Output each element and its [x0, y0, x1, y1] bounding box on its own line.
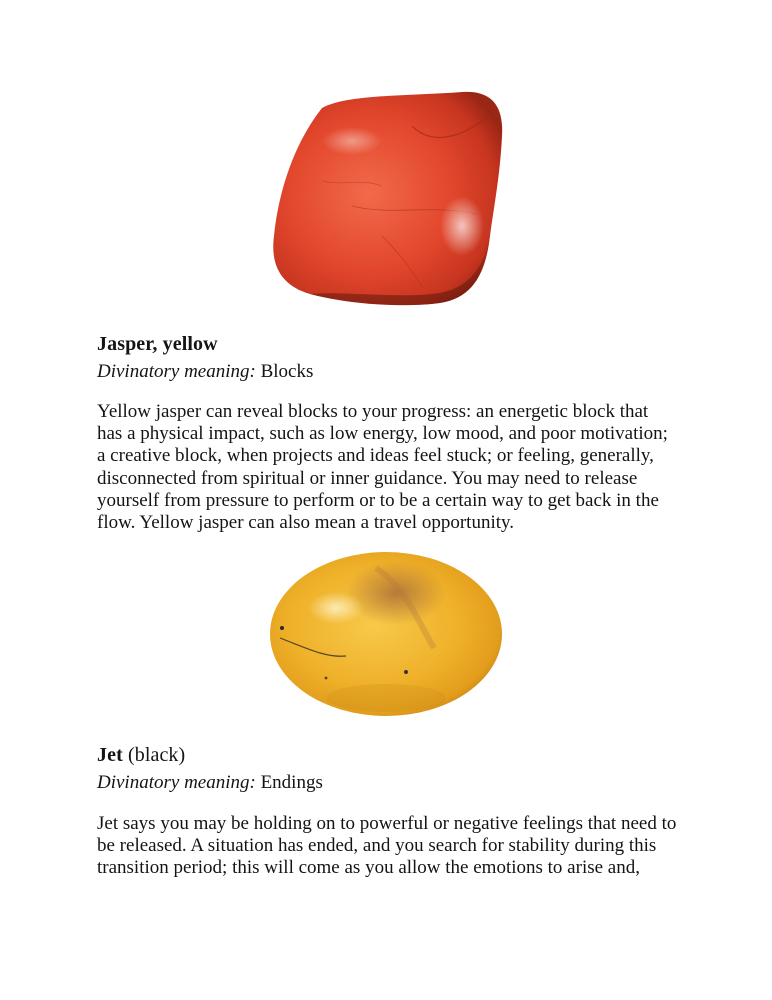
- yellow-jasper-stone-image: [266, 548, 506, 720]
- yellow-stone-icon: [266, 548, 506, 720]
- text-line: be released. A situation has ended, and you search for stability during this: [97, 835, 657, 857]
- text-line: yourself from pressure to perform or to be a certain way to get back in the: [97, 489, 659, 511]
- text-line: has a physical impact, such as low energy, low mood, and poor motivation;: [97, 423, 668, 445]
- entry-title-jet: [97, 743, 185, 767]
- meaning-value: Endings: [260, 772, 323, 793]
- entry-name: Jasper, yellow: [97, 333, 218, 355]
- divinatory-meaning-jet: [97, 771, 323, 795]
- red-stone-icon: [262, 86, 512, 312]
- entry-qualifier: (black): [127, 744, 186, 766]
- text-line: flow. Yellow jasper can also mean a travel opportunity.: [97, 512, 515, 534]
- jasper-description: [97, 401, 687, 534]
- entry-title-jasper: [97, 332, 218, 356]
- meaning-label: Divinatory meaning:: [97, 772, 256, 793]
- red-jasper-stone-image: [262, 86, 512, 312]
- meaning-value: Blocks: [260, 361, 314, 382]
- text-line: Yellow jasper can reveal blocks to your progress: an energetic block that: [97, 401, 649, 422]
- divinatory-meaning-jasper: [97, 360, 313, 384]
- text-line: a creative block, when projects and ideas feel stuck; or feeling, generally,: [97, 445, 654, 467]
- text-line: transition period; this will come as you allow the emotions to arise and,: [97, 857, 640, 879]
- jet-description: [97, 813, 687, 880]
- entry-name: Jet: [97, 744, 123, 766]
- text-line: disconnected from spiritual or inner guidance. You may need to release: [97, 467, 638, 489]
- meaning-label: Divinatory meaning:: [97, 361, 256, 382]
- text-line: Jet says you may be holding on to powerful or negative feelings that need to: [97, 813, 677, 834]
